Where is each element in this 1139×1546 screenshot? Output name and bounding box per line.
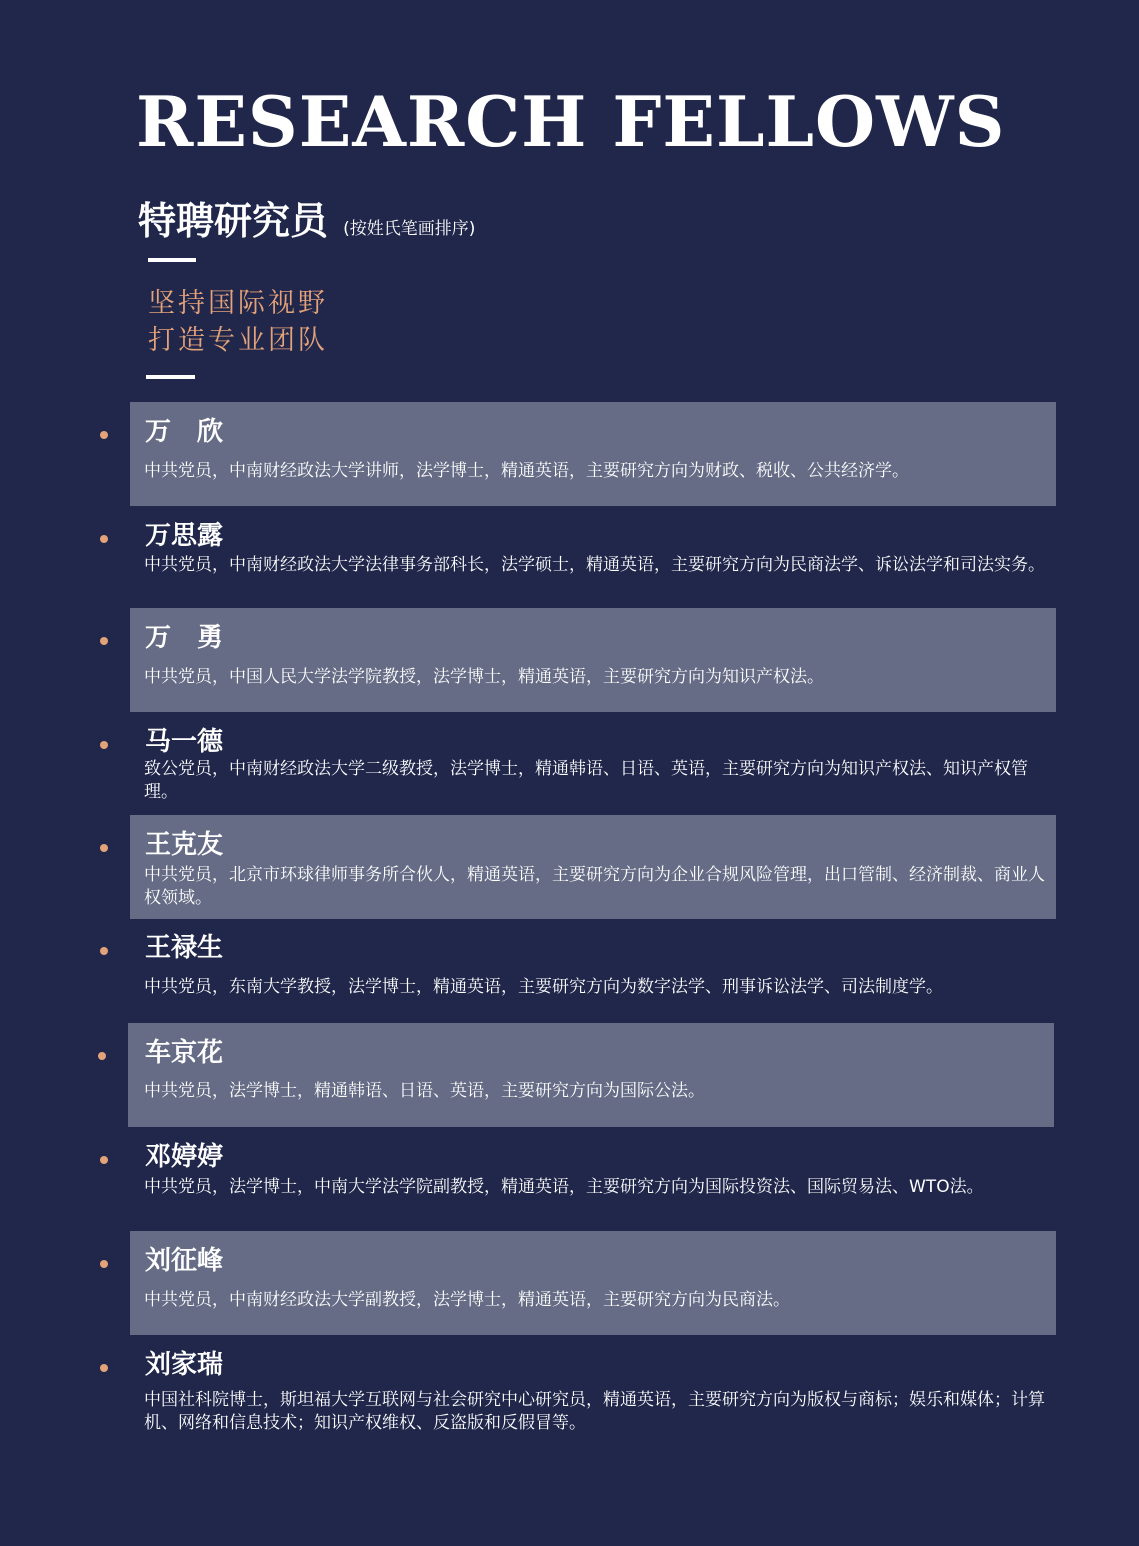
bullet-icon — [100, 741, 108, 749]
divider-bottom — [146, 375, 195, 379]
fellow-name: 邓婷婷 — [145, 1142, 224, 1172]
fellow-name: 万 勇 — [145, 623, 224, 653]
fellow-entry — [130, 1127, 1056, 1231]
bullet-icon — [98, 1052, 106, 1060]
fellow-description: 中共党员，中南财经政法大学副教授，法学博士，精通英语，主要研究方向为民商法。 — [144, 1290, 790, 1310]
subtitle-row — [138, 190, 475, 245]
fellow-entry — [130, 608, 1056, 712]
fellow-entry — [130, 402, 1056, 506]
fellow-description: 中国社科院博士，斯坦福大学互联网与社会研究中心研究员，精通英语，主要研究方向为版权与商标；娱乐和媒体；计算机、网络和信息技术；知识产权维权、反盗版和反假冒等。 — [144, 1390, 1045, 1433]
fellow-entry — [130, 712, 1056, 816]
subtitle: 特聘研究员 — [138, 199, 329, 243]
bullet-icon — [100, 844, 108, 852]
fellow-description: 致公党员，中南财经政法大学二级教授，法学博士，精通韩语、日语、英语，主要研究方向为知识产权法、知识产权管理。 — [144, 759, 1028, 802]
subtitle-note: (按姓氏笔画排序) — [343, 219, 476, 239]
fellow-entry — [130, 815, 1056, 919]
fellow-name: 车京花 — [145, 1038, 224, 1068]
fellow-name: 万 欣 — [145, 417, 224, 447]
page-title: RESEARCH FELLOWS — [136, 82, 1006, 163]
fellow-description: 中共党员，法学博士，精通韩语、日语、英语，主要研究方向为国际公法。 — [144, 1081, 705, 1101]
bullet-icon — [100, 1260, 108, 1268]
bullet-icon — [100, 1156, 108, 1164]
fellow-description: 中共党员，法学博士，中南大学法学院副教授，精通英语，主要研究方向为国际投资法、国际贸易法、WTO法。 — [144, 1177, 984, 1197]
fellow-name: 万思露 — [145, 521, 224, 551]
fellow-entry — [130, 506, 1056, 610]
fellow-entry — [130, 1335, 1056, 1439]
fellow-name: 王克友 — [145, 830, 224, 860]
fellow-description: 中共党员，中国人民大学法学院教授，法学博士，精通英语，主要研究方向为知识产权法。 — [144, 667, 824, 687]
slogan-line-2: 打造专业团队 — [148, 325, 328, 356]
fellow-description: 中共党员，中南财经政法大学讲师，法学博士，精通英语，主要研究方向为财政、税收、公共经济学。 — [144, 461, 909, 481]
fellow-name: 马一德 — [145, 727, 224, 757]
fellow-name: 刘家瑞 — [145, 1350, 224, 1380]
bullet-icon — [100, 637, 108, 645]
bullet-icon — [100, 947, 108, 955]
fellow-description: 中共党员，东南大学教授，法学博士，精通英语，主要研究方向为数字法学、刑事诉讼法学、司法制度学。 — [144, 977, 943, 997]
bullet-icon — [100, 535, 108, 543]
fellow-name: 王禄生 — [145, 933, 224, 963]
fellow-entry — [128, 1023, 1054, 1127]
fellow-name: 刘征峰 — [145, 1246, 224, 1276]
fellow-description: 中共党员，中南财经政法大学法律事务部科长，法学硕士，精通英语，主要研究方向为民商法学、诉讼法学和司法实务。 — [144, 555, 1045, 575]
bullet-icon — [100, 1364, 108, 1372]
fellow-entry — [130, 1231, 1056, 1335]
fellow-entry — [130, 918, 1056, 1022]
slogan-line-1: 坚持国际视野 — [148, 288, 328, 319]
divider-top — [148, 258, 196, 262]
bullet-icon — [100, 431, 108, 439]
fellow-description: 中共党员，北京市环球律师事务所合伙人，精通英语，主要研究方向为企业合规风险管理，出口管制、经济制裁、商业人权领域。 — [144, 865, 1045, 908]
